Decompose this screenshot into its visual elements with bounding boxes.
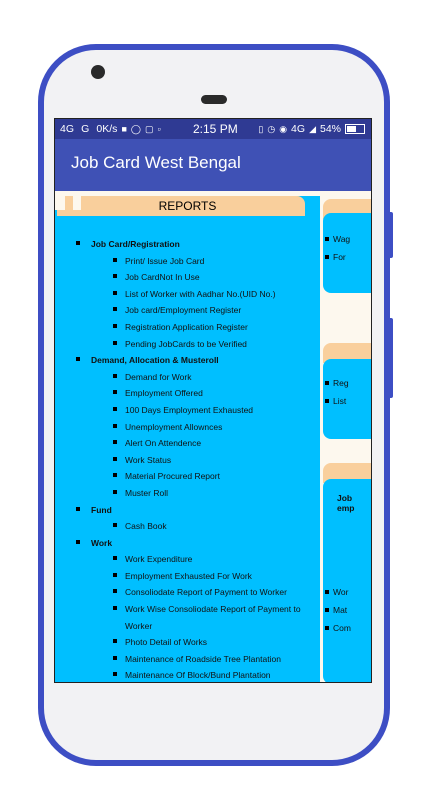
mobile-network: 4G bbox=[291, 123, 306, 135]
right-card-3-item[interactable]: Com bbox=[333, 623, 351, 633]
report-link[interactable]: Registration Application Register bbox=[55, 319, 320, 336]
report-link[interactable]: Maintenance of Roadside Tree Plantation bbox=[55, 651, 320, 668]
report-link[interactable]: Job card/Employment Register bbox=[55, 302, 320, 319]
reports-card bbox=[55, 196, 320, 683]
report-list bbox=[55, 236, 320, 683]
report-link[interactable]: Cash Book bbox=[55, 518, 320, 535]
network-status: 4G G 0K/s bbox=[60, 123, 118, 135]
earpiece-speaker bbox=[201, 95, 227, 104]
clock: 2:15 PM bbox=[193, 122, 238, 136]
right-card-3-item[interactable]: Wor bbox=[333, 587, 349, 597]
right-card-1-item[interactable]: Wag bbox=[333, 234, 351, 244]
report-category: Job Card/Registration bbox=[55, 236, 320, 253]
skype-icon: ▢ bbox=[144, 123, 154, 134]
right-card-2-item[interactable]: Reg bbox=[333, 378, 349, 388]
wifi-icon: ◉ bbox=[279, 123, 288, 134]
report-link[interactable]: Job CardNot In Use bbox=[55, 269, 320, 286]
battery-icon bbox=[345, 124, 365, 134]
reports-title: REPORTS bbox=[158, 199, 217, 213]
app-bar bbox=[55, 139, 371, 191]
report-link[interactable]: Alert On Attendence bbox=[55, 435, 320, 452]
status-bar bbox=[55, 119, 371, 139]
report-link[interactable]: Consoliodate Report of Payment to Worker bbox=[55, 584, 320, 601]
report-link[interactable]: Work Status bbox=[55, 452, 320, 469]
content-area[interactable] bbox=[55, 191, 371, 683]
right-card-3-heading-line: Job bbox=[337, 493, 353, 503]
report-category: Work bbox=[55, 535, 320, 552]
report-link[interactable]: Muster Roll bbox=[55, 485, 320, 502]
power-button bbox=[388, 318, 393, 398]
right-card-3-item[interactable]: Mat bbox=[333, 605, 348, 615]
report-link[interactable]: Maintenance Of Block/Bund Plantation bbox=[55, 667, 320, 683]
right-card-2 bbox=[323, 359, 371, 439]
report-link[interactable]: Employment Offered bbox=[55, 385, 320, 402]
status-right bbox=[258, 123, 365, 135]
right-card-2-item[interactable]: List bbox=[333, 396, 347, 406]
vibrate-icon: ▯ bbox=[258, 123, 264, 134]
right-card-1 bbox=[323, 213, 371, 293]
status-left bbox=[60, 123, 161, 135]
report-category: Fund bbox=[55, 502, 320, 519]
right-card-3-heading-line: emp bbox=[337, 503, 355, 513]
whatsapp-icon: ◯ bbox=[130, 123, 141, 134]
right-card-1-item[interactable]: For bbox=[333, 252, 346, 262]
signal-icon: ◢ bbox=[309, 123, 316, 134]
report-link[interactable]: Print/ Issue Job Card bbox=[55, 253, 320, 270]
report-link[interactable]: Work Expenditure bbox=[55, 551, 320, 568]
report-link[interactable]: Unemployment Allownces bbox=[55, 419, 320, 436]
report-link[interactable]: Demand for Work bbox=[55, 369, 320, 386]
report-link[interactable]: Work Wise Consoliodate Report of Payment to Worker bbox=[55, 601, 320, 634]
battery-percent: 54% bbox=[319, 123, 341, 135]
front-camera bbox=[91, 65, 105, 79]
report-link[interactable]: Photo Detail of Works bbox=[55, 634, 320, 651]
report-category: Demand, Allocation & Musteroll bbox=[55, 352, 320, 369]
report-link[interactable]: Material Procured Report bbox=[55, 468, 320, 485]
alarm-icon: ◷ bbox=[267, 123, 276, 134]
report-link[interactable]: Employment Exhausted For Work bbox=[55, 568, 320, 585]
facebook-icon: ■ bbox=[121, 124, 127, 134]
report-link[interactable]: Pending JobCards to be Verified bbox=[55, 336, 320, 353]
notification-icon: ▫ bbox=[157, 124, 161, 134]
volume-button bbox=[388, 212, 393, 258]
screen bbox=[54, 118, 372, 683]
report-link[interactable]: 100 Days Employment Exhausted bbox=[55, 402, 320, 419]
app-title: Job Card West Bengal bbox=[71, 153, 241, 172]
report-link[interactable]: List of Worker with Aadhar No.(UID No.) bbox=[55, 286, 320, 303]
right-card-3-heading bbox=[337, 493, 354, 513]
